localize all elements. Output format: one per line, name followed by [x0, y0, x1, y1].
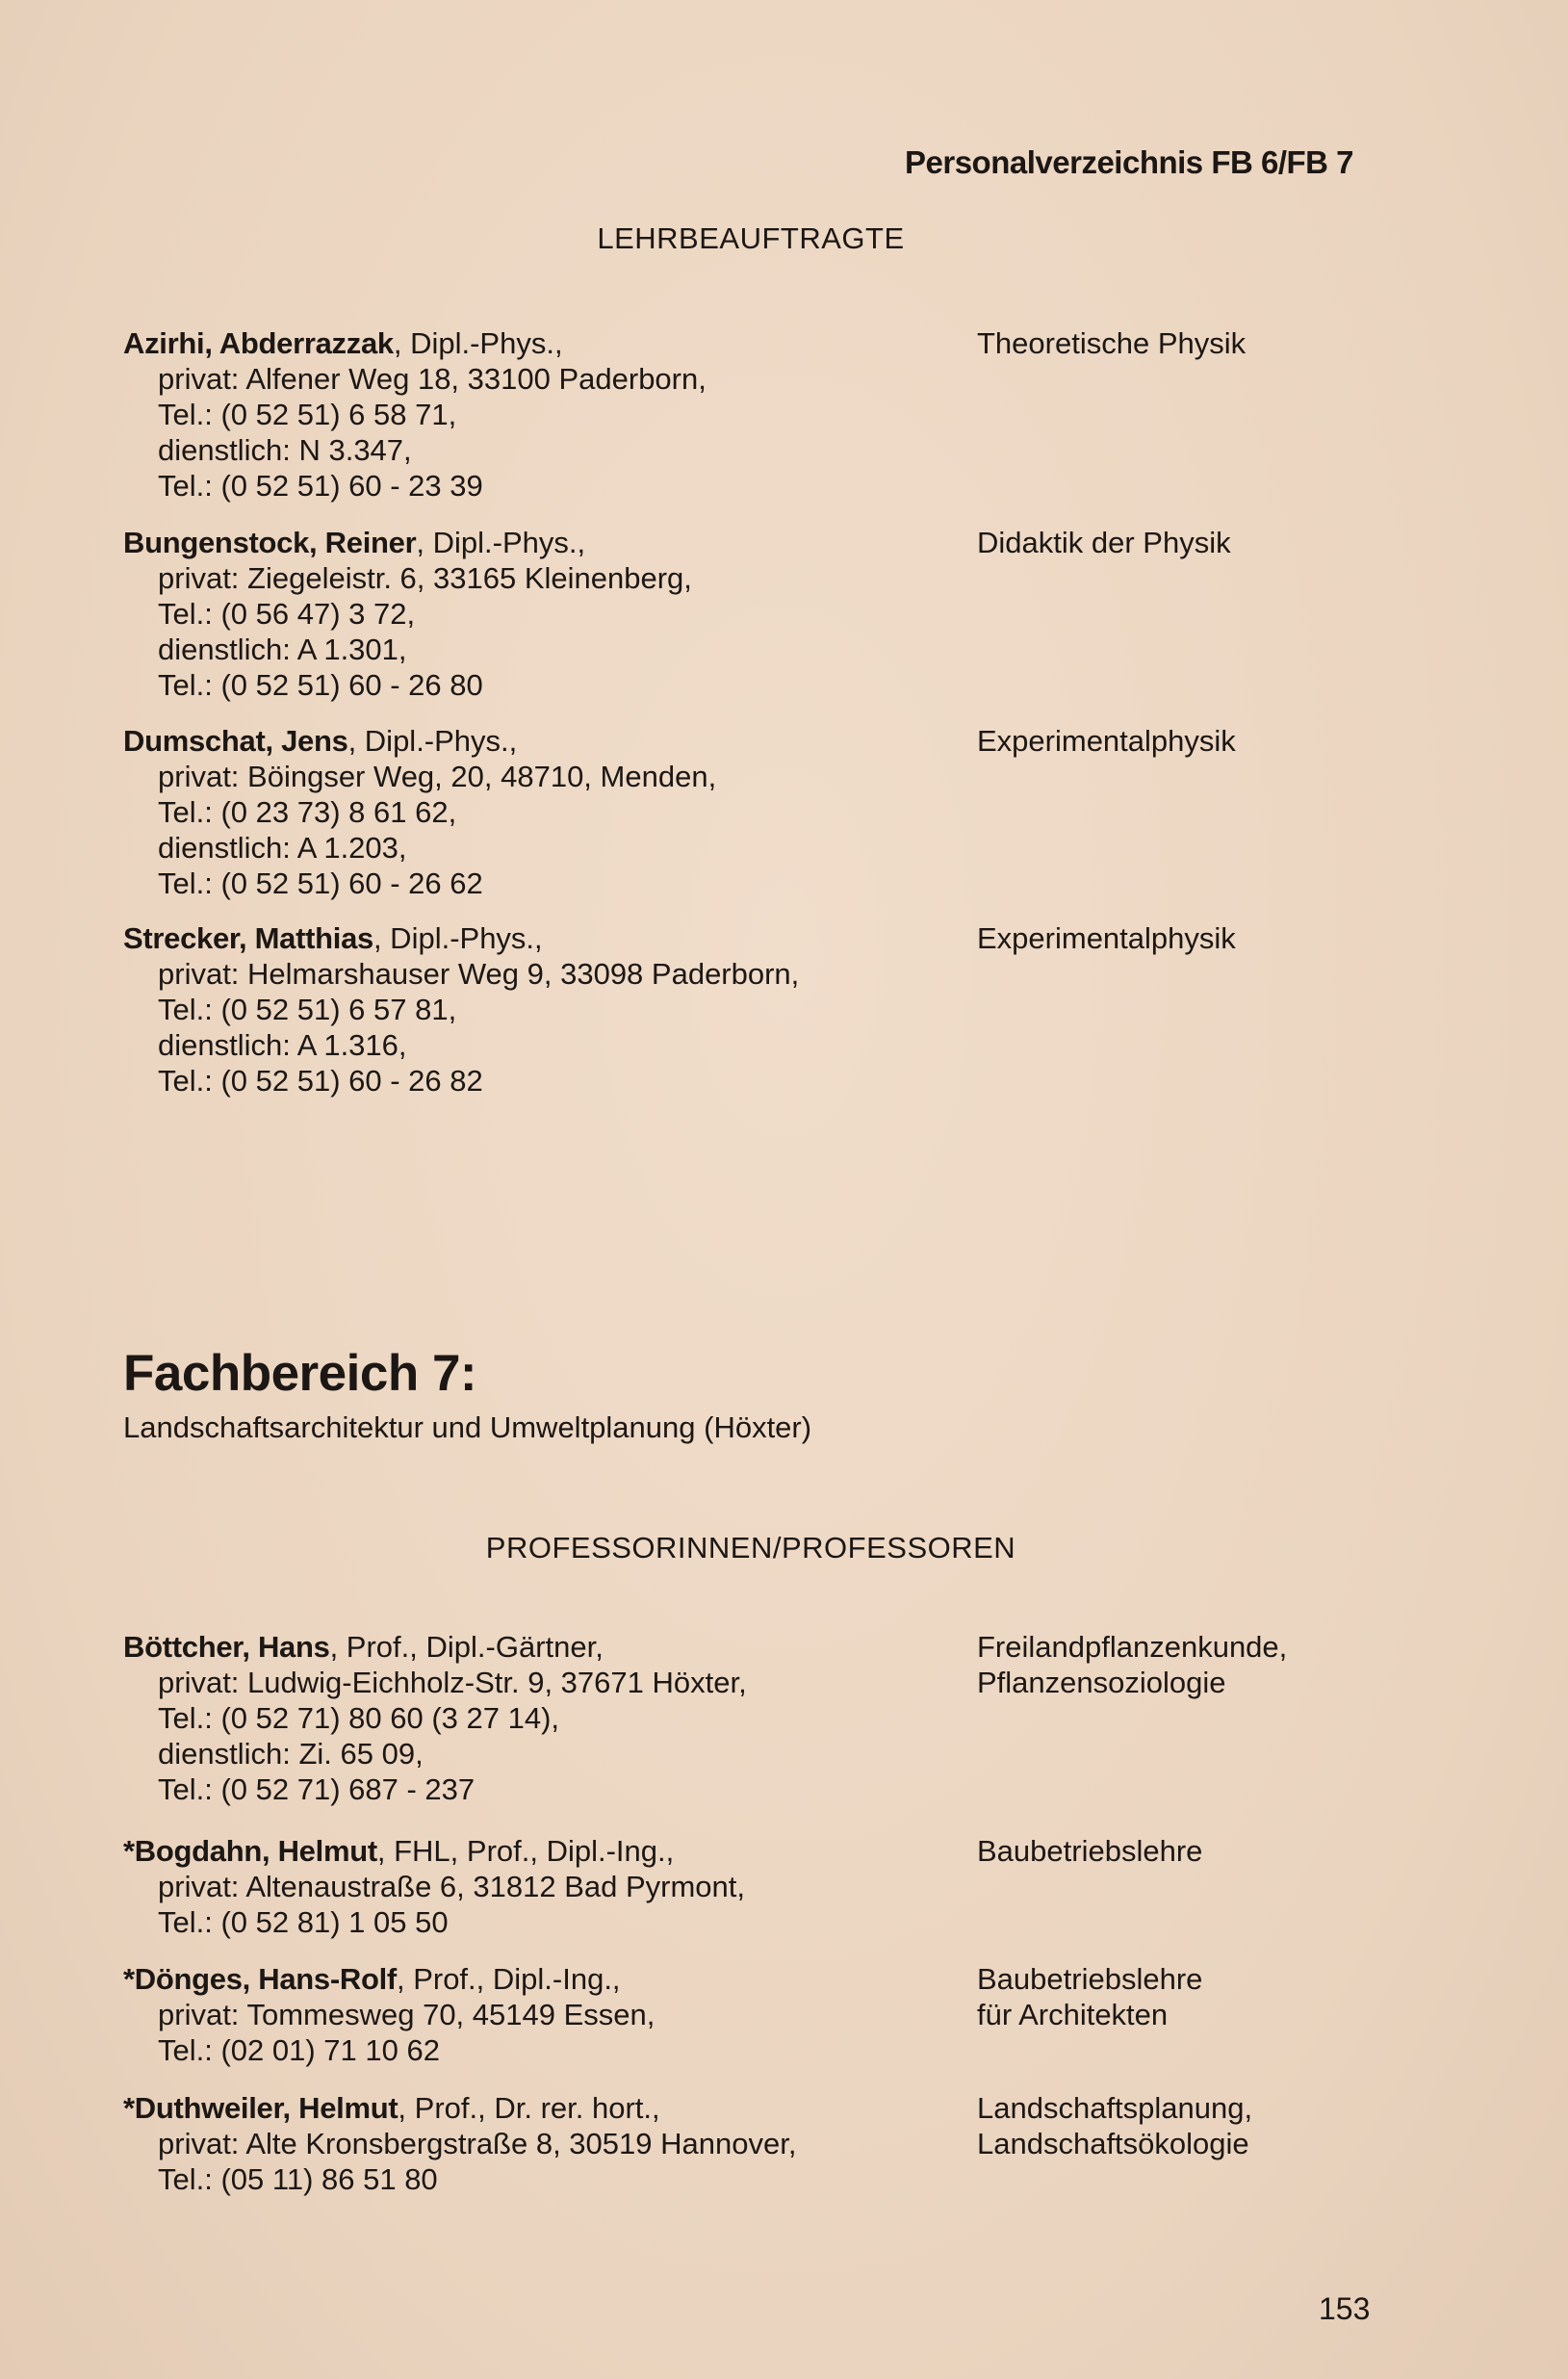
person-name: Böttcher, Hans [123, 1630, 330, 1664]
subject-line: für Architekten [977, 1998, 1169, 2031]
subject-area [977, 1629, 1478, 1700]
running-head: Personalverzeichnis FB 6/FB 7 [905, 144, 1354, 180]
subject-area [977, 723, 1478, 759]
private-phone: Tel.: (0 52 71) 80 60 (3 27 14), [158, 1701, 560, 1735]
subject-line: Experimentalphysik [977, 724, 1236, 758]
office-phone: Tel.: (0 52 51) 60 - 26 82 [158, 1064, 483, 1098]
subject-line: Landschaftsplanung, [977, 2091, 1253, 2125]
private-address: privat: Altenaustraße 6, 31812 Bad Pyrmont, [158, 1870, 746, 1903]
private-phone: Tel.: (02 01) 71 10 62 [158, 2033, 440, 2067]
office-room: dienstlich: A 1.203, [158, 831, 407, 865]
person-title: , FHL, Prof., Dipl.-Ing., [376, 1834, 675, 1868]
subject-area [977, 525, 1478, 560]
person-name: *Dönges, Hans-Rolf [123, 1962, 397, 1996]
subject-area [977, 325, 1478, 361]
person-block [123, 1629, 951, 1807]
department-subtitle: Landschaftsarchitektur und Umweltplanung (Höxter) [123, 1410, 812, 1444]
private-phone: Tel.: (0 56 47) 3 72, [158, 597, 416, 631]
person-name: Azirhi, Abderrazzak [123, 326, 394, 360]
private-address: privat: Ziegeleistr. 6, 33165 Kleinenberg, [158, 561, 692, 595]
subject-area [977, 920, 1478, 956]
subject-area [977, 1833, 1478, 1869]
person-name: *Duthweiler, Helmut [123, 2091, 398, 2125]
subject-line: Baubetriebslehre [977, 1834, 1203, 1868]
person-block [123, 525, 951, 703]
person-name: *Bogdahn, Helmut [123, 1834, 377, 1868]
office-room: dienstlich: A 1.316, [158, 1028, 407, 1062]
person-block [123, 325, 951, 504]
office-phone: Tel.: (0 52 51) 60 - 23 39 [158, 469, 483, 503]
subject-line: Experimentalphysik [977, 921, 1236, 955]
subject-line: Didaktik der Physik [977, 526, 1231, 559]
subject-line: Landschaftsökologie [977, 2127, 1249, 2160]
person-title: , Dipl.-Phys., [393, 326, 563, 360]
department-heading: Fachbereich 7: [123, 1345, 477, 1402]
office-phone: Tel.: (0 52 51) 60 - 26 80 [158, 668, 483, 702]
office-room: dienstlich: Zi. 65 09, [158, 1737, 424, 1771]
private-phone: Tel.: (0 23 73) 8 61 62, [158, 795, 457, 829]
person-title: , Dipl.-Phys., [347, 724, 518, 758]
private-address: privat: Alte Kronsbergstraße 8, 30519 Hannover, [158, 2127, 797, 2160]
subject-line: Baubetriebslehre [977, 1962, 1203, 1996]
private-phone: Tel.: (05 11) 86 51 80 [158, 2162, 438, 2196]
person-name: Bungenstock, Reiner [123, 526, 417, 559]
person-block [123, 920, 951, 1099]
subject-line: Pflanzensoziologie [977, 1666, 1226, 1699]
subject-area [977, 1961, 1478, 2032]
person-name: Strecker, Matthias [123, 921, 373, 955]
private-address: privat: Alfener Weg 18, 33100 Paderborn, [158, 362, 707, 396]
private-address: privat: Tommesweg 70, 45149 Essen, [158, 1998, 655, 2031]
subject-area [977, 2090, 1478, 2161]
office-room: dienstlich: A 1.301, [158, 633, 407, 666]
office-room: dienstlich: N 3.347, [158, 433, 412, 467]
person-name: Dumschat, Jens [123, 724, 348, 758]
person-block [123, 1833, 951, 1940]
person-title: , Prof., Dipl.-Gärtner, [329, 1630, 604, 1664]
office-phone: Tel.: (0 52 71) 687 - 237 [158, 1772, 476, 1806]
person-block [123, 1961, 951, 2068]
person-title: , Dipl.-Phys., [416, 526, 586, 559]
section-title-professors: PROFESSORINNEN/PROFESSOREN [485, 1531, 1016, 1564]
person-block [123, 723, 951, 901]
person-block [123, 2090, 951, 2197]
private-phone: Tel.: (0 52 51) 6 58 71, [158, 398, 457, 431]
private-address: privat: Böingser Weg, 20, 48710, Menden, [158, 760, 717, 793]
person-title: , Prof., Dipl.-Ing., [396, 1962, 621, 1996]
private-address: privat: Ludwig-Eichholz-Str. 9, 37671 Höxter, [158, 1666, 747, 1699]
person-title: , Dipl.-Phys., [373, 921, 543, 955]
section-title-lehrbeauftragte: LEHRBEAUFTRAGTE [597, 221, 905, 255]
person-title: , Prof., Dr. rer. hort., [398, 2091, 660, 2125]
office-phone: Tel.: (0 52 51) 60 - 26 62 [158, 866, 483, 900]
private-phone: Tel.: (0 52 81) 1 05 50 [158, 1905, 449, 1939]
page-number: 153 [1319, 2291, 1371, 2326]
private-address: privat: Helmarshauser Weg 9, 33098 Paderborn, [158, 957, 800, 991]
subject-line: Freilandpflanzenkunde, [977, 1630, 1288, 1664]
private-phone: Tel.: (0 52 51) 6 57 81, [158, 993, 457, 1026]
subject-line: Theoretische Physik [977, 326, 1247, 360]
